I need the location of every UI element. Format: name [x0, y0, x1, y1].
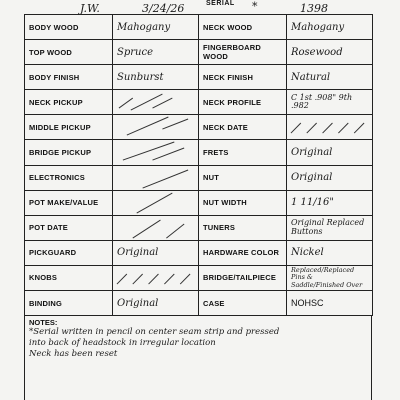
strikethrough-marks: [113, 140, 198, 164]
neck-finish-value: Natural: [287, 65, 373, 90]
table-row: [25, 90, 373, 115]
table-row: [25, 190, 373, 215]
nut-value: Original: [287, 165, 373, 190]
binding-label: BINDING: [25, 291, 113, 316]
pickguard-label: PICKGUARD: [25, 240, 113, 265]
notes-section: [24, 316, 372, 400]
inspector-initials: J.W.: [80, 2, 100, 15]
pot-date-value: [113, 215, 199, 240]
top-wood-label: TOP WOOD: [25, 40, 113, 65]
frets-value: Original: [287, 140, 373, 165]
table-row: [25, 291, 373, 316]
hardware-color-value: Nickel: [287, 240, 373, 265]
knobs-label: KNOBS: [25, 265, 113, 290]
note-line: *Serial written in pencil on center seam strip and pressed: [29, 327, 280, 337]
case-value: NOHSC: [287, 291, 373, 316]
fingerboard-wood-label: FINGERBOARD WOOD: [199, 40, 287, 65]
table-row: [25, 40, 373, 65]
frets-label: FRETS: [199, 140, 287, 165]
pickguard-value: Original: [113, 240, 199, 265]
table-row: [25, 65, 373, 90]
tuners-label: TUNERS: [199, 215, 287, 240]
strikethrough-marks: [113, 191, 198, 215]
case-label: CASE: [199, 291, 287, 316]
strikethrough-marks: [113, 166, 198, 190]
strikethrough-marks: [113, 266, 198, 290]
nut-width-value: 1 11/16": [287, 190, 373, 215]
table-row: [25, 140, 373, 165]
middle-pickup-value: [113, 115, 199, 140]
nut-label: NUT: [199, 165, 287, 190]
inspection-date: 3/24/26: [142, 2, 185, 15]
knobs-value: [113, 265, 199, 290]
neck-pickup-value: [113, 90, 199, 115]
body-finish-value: Sunburst: [113, 65, 199, 90]
neck-pickup-label: NECK PICKUP: [25, 90, 113, 115]
electronics-value: [113, 165, 199, 190]
bridge-pickup-label: BRIDGE PICKUP: [25, 140, 113, 165]
hardware-color-label: HARDWARE COLOR: [199, 240, 287, 265]
top-wood-value: Spruce: [113, 40, 199, 65]
serial-label: SERIAL: [206, 0, 235, 7]
table-row: [25, 115, 373, 140]
note-line: Neck has been reset: [29, 349, 118, 359]
neck-profile-value: C 1st .908" 9th .982: [287, 90, 373, 115]
strikethrough-marks: [113, 216, 198, 240]
bridge-tailpiece-label: BRIDGE/TAILPIECE: [199, 265, 287, 290]
strikethrough-marks: [287, 115, 372, 139]
body-wood-value: Mahogany: [113, 15, 199, 40]
pot-make-value-value: [113, 190, 199, 215]
bridge-tailpiece-value: Replaced/Replaced Pins & Saddle/Finished Over: [287, 265, 373, 290]
serial-value: 1398: [300, 2, 328, 15]
table-row: [25, 165, 373, 190]
neck-finish-label: NECK FINISH: [199, 65, 287, 90]
notes-label: NOTES:: [29, 318, 58, 327]
strikethrough-marks: [113, 90, 198, 114]
tuners-value: Original Replaced Buttons: [287, 215, 373, 240]
electronics-label: ELECTRONICS: [25, 165, 113, 190]
binding-value: Original: [113, 291, 199, 316]
neck-wood-label: NECK WOOD: [199, 15, 287, 40]
middle-pickup-label: MIDDLE PICKUP: [25, 115, 113, 140]
table-row: [25, 15, 373, 40]
nut-width-label: NUT WIDTH: [199, 190, 287, 215]
fingerboard-wood-value: Rosewood: [287, 40, 373, 65]
neck-wood-value: Mahogany: [287, 15, 373, 40]
bridge-pickup-value: [113, 140, 199, 165]
table-row: [25, 240, 373, 265]
guitar-spec-sheet: [24, 0, 372, 400]
neck-profile-label: NECK PROFILE: [199, 90, 287, 115]
table-row: [25, 215, 373, 240]
spec-table: [24, 14, 373, 316]
note-line: into back of headstock in irregular location: [29, 338, 216, 348]
pot-date-label: POT DATE: [25, 215, 113, 240]
serial-asterisk: *: [252, 0, 258, 13]
strikethrough-marks: [113, 115, 198, 139]
table-row: [25, 265, 373, 290]
body-finish-label: BODY FINISH: [25, 65, 113, 90]
neck-date-value: [287, 115, 373, 140]
neck-date-label: NECK DATE: [199, 115, 287, 140]
body-wood-label: BODY WOOD: [25, 15, 113, 40]
pot-make-value-label: POT MAKE/VALUE: [25, 190, 113, 215]
